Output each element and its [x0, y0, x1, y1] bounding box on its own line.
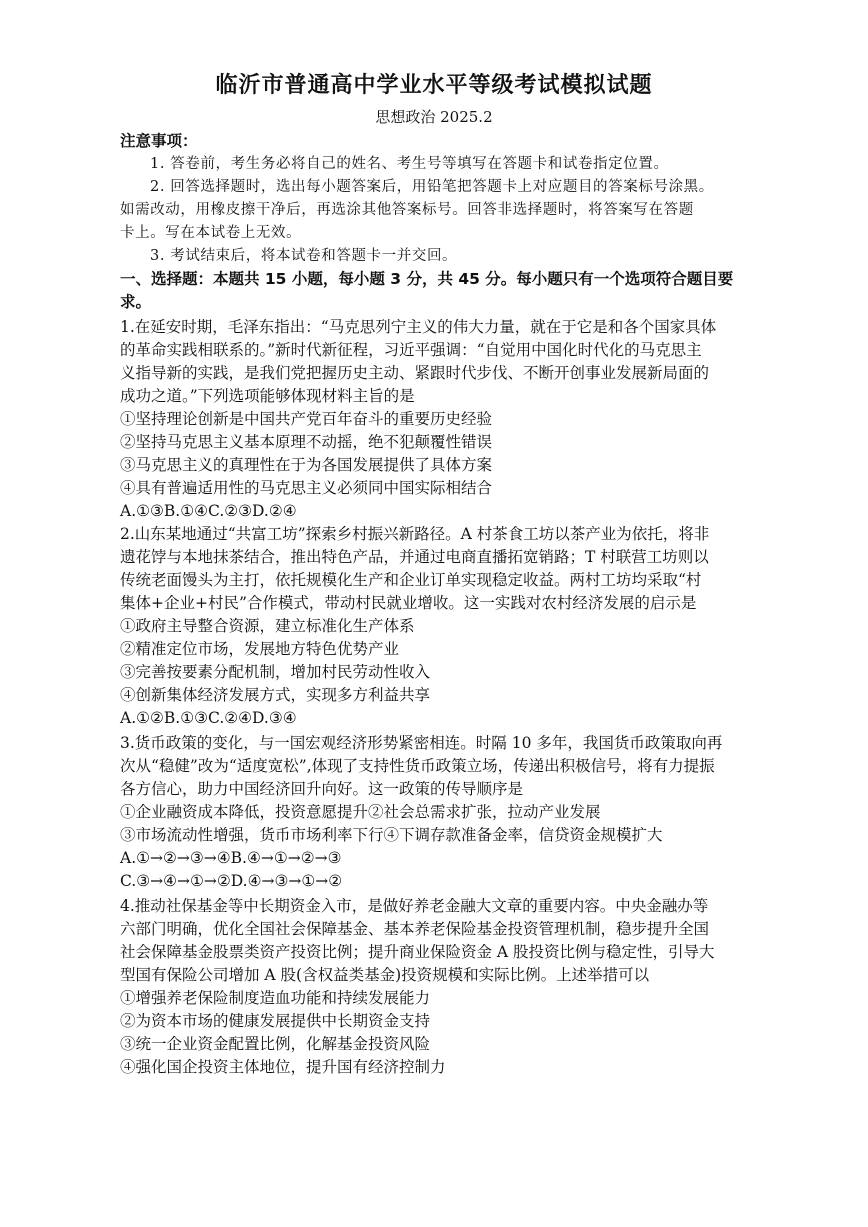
q4-option-2: ②为资本市场的健康发展提供中长期资金支持 [120, 1012, 431, 1030]
notes-item-2-line-3: 卡上。写在本试卷上无效。 [120, 225, 302, 241]
q1-option-1: ①坚持理论创新是中国共产党百年奋斗的重要历史经验 [120, 410, 493, 428]
q2-stem-line-3: 传统老面馒头为主打，依托规模化生产和企业订单实现稳定收益。两村工坊均采取“村 [120, 571, 702, 589]
notes-heading: 注意事项： [120, 132, 198, 150]
q2-stem-line-2: 遗花饽与本地抹茶结合，推出特色产品，并通过电商直播拓宽销路；T 村联营工坊则以 [120, 548, 709, 566]
notes-item-2-line-2: 如需改动，用橡皮擦干净后，再选涂其他答案标号。回答非选择题时，将答案写在答题 [120, 202, 694, 218]
q1-option-4: ④具有普遍适用性的马克思主义必须同中国实际相结合 [120, 479, 493, 497]
q2-option-3: ③完善按要素分配机制，增加村民劳动性收入 [120, 663, 431, 681]
exam-subtitle: 思想政治 2025.2 [375, 108, 493, 126]
q2-answer-choices: A.①②B.①③C.②④D.③④ [120, 709, 297, 727]
q2-option-1: ①政府主导整合资源，建立标准化生产体系 [120, 617, 415, 635]
q1-answer-choices: A.①③B.①④C.②③D.②④ [120, 502, 297, 520]
q2-stem-line-1: 2.山东某地通过“共富工坊”探索乡村振兴新路径。A 村茶食工坊以茶产业为依托，将非 [120, 525, 710, 543]
exam-title: 临沂市普通高中学业水平等级考试模拟试题 [215, 73, 653, 98]
section-heading-line-1: 一、选择题：本题共 15 小题，每小题 3 分，共 45 分。每小题只有一个选项符合题目要 [120, 270, 734, 288]
q1-option-3: ③马克思主义的真理性在于为各国发展提供了具体方案 [120, 456, 493, 474]
q3-answer-choices-line-2: C.③→④→①→②D.④→③→①→② [120, 872, 343, 890]
q4-option-1: ①增强养老保险制度造血功能和持续发展能力 [120, 989, 431, 1007]
q3-option-line-1: ①企业融资成本降低，投资意愿提升②社会总需求扩张，拉动产业发展 [120, 803, 601, 821]
notes-item-2-line-1: 2. 回答选择题时，选出每小题答案后，用铅笔把答题卡上对应题目的答案标号涂黑。 [150, 179, 714, 195]
q4-option-3: ③统一企业资金配置比例，化解基金投资风险 [120, 1035, 431, 1053]
q3-answer-choices-line-1: A.①→②→③→④B.④→①→②→③ [120, 849, 342, 867]
q2-option-2: ②精准定位市场，发展地方特色优势产业 [120, 640, 400, 658]
q3-option-line-2: ③市场流动性增强，货币市场利率下行④下调存款准备金率，信贷资金规模扩大 [120, 826, 663, 844]
q4-stem-line-4: 型国有保险公司增加 A 股(含权益类基金)投资规模和实际比例。上述举措可以 [120, 966, 650, 984]
q4-stem-line-2: 六部门明确，优化全国社会保障基金、基本养老保险基金投资管理机制，稳步提升全国 [120, 920, 710, 938]
q3-stem-line-3: 各方信心，助力中国经济回升向好。这一政策的传导顺序是 [120, 780, 524, 798]
q1-stem-line-4: 成功之道。”下列选项能够体现材料主旨的是 [120, 387, 415, 405]
q1-option-2: ②坚持马克思主义基本原理不动摇，绝不犯颠覆性错误 [120, 433, 493, 451]
q2-option-4: ④创新集体经济发展方式，实现多方利益共享 [120, 686, 431, 704]
q4-option-4: ④强化国企投资主体地位，提升国有经济控制力 [120, 1058, 446, 1076]
q1-stem-line-1: 1.在延安时期，毛泽东指出：“马克思列宁主义的伟大力量，就在于它是和各个国家具体 [120, 318, 717, 336]
q1-stem-line-3: 义指导新的实践，是我们党把握历史主动、紧跟时代步伐、不断开创事业发展新局面的 [120, 364, 710, 382]
section-heading-line-2: 求。 [120, 293, 152, 311]
q3-stem-line-2: 次从“稳健”改为“适度宽松”,体现了支持性货币政策立场，传递出积极信号，将有力提振 [120, 757, 715, 775]
q3-stem-line-1: 3.货币政策的变化，与一国宏观经济形势紧密相连。时隔 10 多年，我国货币政策取向再 [120, 734, 723, 752]
q4-stem-line-1: 4.推动社保基金等中长期资金入市，是做好养老金融大文章的重要内容。中央金融办等 [120, 897, 709, 915]
q2-stem-line-4: 集体+企业+村民”合作模式，带动村民就业增收。这一实践对农村经济发展的启示是 [120, 594, 697, 612]
q4-stem-line-3: 社会保障基金股票类资产投资比例；提升商业保险资金 A 股投资比例与稳定性，引导大 [120, 943, 715, 961]
notes-item-3: 3. 考试结束后，将本试卷和答题卡一并交回。 [150, 248, 458, 264]
q1-stem-line-2: 的革命实践相联系的。”新时代新征程，习近平强调：“自觉用中国化时代化的马克思主 [120, 341, 702, 359]
notes-item-1: 1. 答卷前，考生务必将自己的姓名、考生号等填写在答题卡和试卷指定位置。 [150, 156, 669, 172]
